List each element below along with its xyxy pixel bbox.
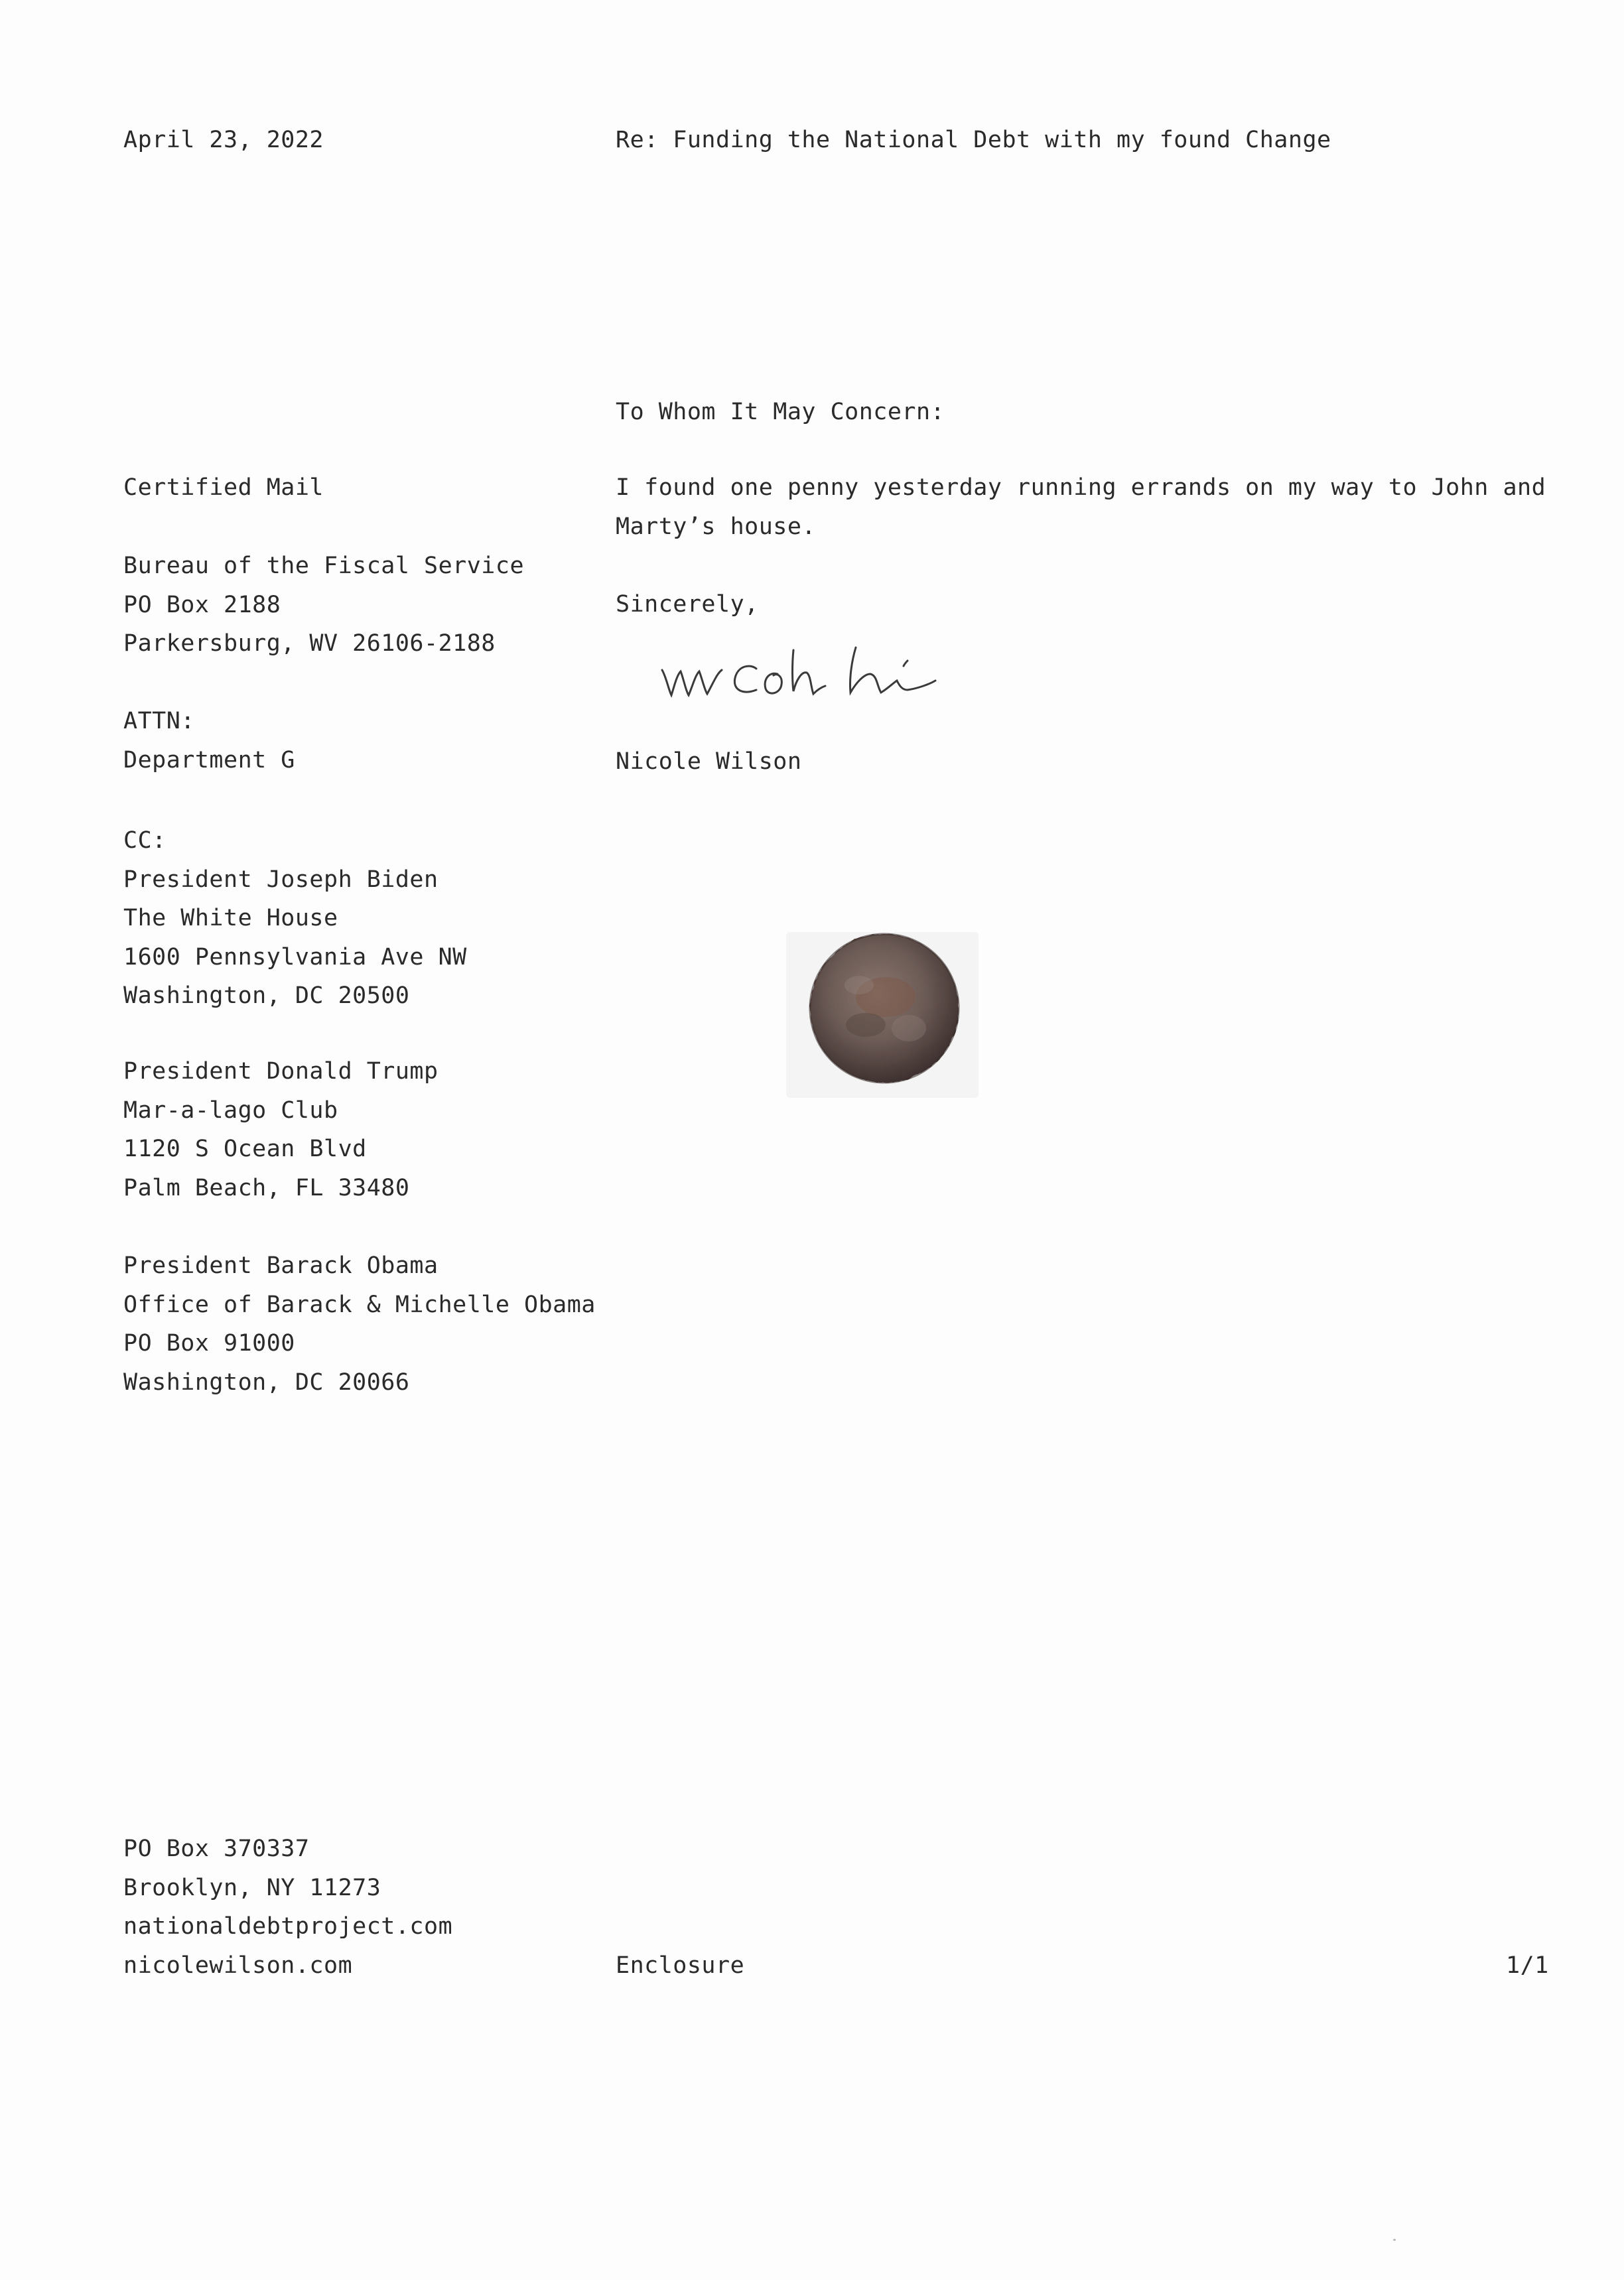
recipient-address-line: Bureau of the Fiscal Service xyxy=(123,553,525,579)
letter-date: April 23, 2022 xyxy=(123,127,324,153)
body-line: Marty’s house. xyxy=(616,513,817,540)
recipient-address-line: PO Box 2188 xyxy=(123,591,281,618)
salutation: To Whom It May Concern: xyxy=(616,399,945,425)
cc-line: Office of Barack & Michelle Obama xyxy=(123,1291,596,1318)
cc-recipient-obama xyxy=(123,1246,596,1402)
cc-line: PO Box 91000 xyxy=(123,1330,295,1357)
cc-block xyxy=(123,821,467,1016)
sender-contact xyxy=(123,1830,452,1985)
attn-label: ATTN: xyxy=(123,708,195,734)
letter-subject: Re: Funding the National Debt with my found Change xyxy=(616,127,1331,153)
signature-name: Nicole Wilson xyxy=(616,748,802,775)
recipient-address xyxy=(123,547,524,663)
cc-line: Mar-a-lago Club xyxy=(123,1097,338,1124)
sender-website: nicolewilson.com xyxy=(123,1952,353,1979)
cc-line: President Donald Trump xyxy=(123,1058,439,1085)
penny-image xyxy=(786,919,985,1111)
attn-value: Department G xyxy=(123,746,295,773)
cc-line: President Joseph Biden xyxy=(123,866,439,893)
cc-line: President Barack Obama xyxy=(123,1252,439,1279)
body-line: I found one penny yesterday running errands on my way to John and xyxy=(616,474,1546,501)
cc-recipient-trump xyxy=(123,1052,439,1207)
cc-line: Washington, DC 20500 xyxy=(123,982,410,1009)
cc-label: CC: xyxy=(123,827,167,854)
closing: Sincerely, xyxy=(616,591,759,618)
cc-line: Palm Beach, FL 33480 xyxy=(123,1174,410,1201)
cc-line: Washington, DC 20066 xyxy=(123,1369,410,1396)
recipient-address-line: Parkersburg, WV 26106-2188 xyxy=(123,630,496,657)
cc-line: 1600 Pennsylvania Ave NW xyxy=(123,943,467,971)
attn-block xyxy=(123,702,295,779)
sender-line: PO Box 370337 xyxy=(123,1836,310,1862)
scan-artifact xyxy=(1393,2239,1396,2241)
page-number: 1/1 xyxy=(1506,1952,1549,1979)
handwritten-signature xyxy=(657,637,1015,716)
cc-line: 1120 S Ocean Blvd xyxy=(123,1136,367,1162)
enclosure-label: Enclosure xyxy=(616,1952,745,1979)
delivery-method: Certified Mail xyxy=(123,474,324,501)
cc-line: The White House xyxy=(123,905,338,931)
sender-line: Brooklyn, NY 11273 xyxy=(123,1874,381,1901)
letter-body xyxy=(616,468,1546,546)
sender-website: nationaldebtproject.com xyxy=(123,1913,453,1940)
